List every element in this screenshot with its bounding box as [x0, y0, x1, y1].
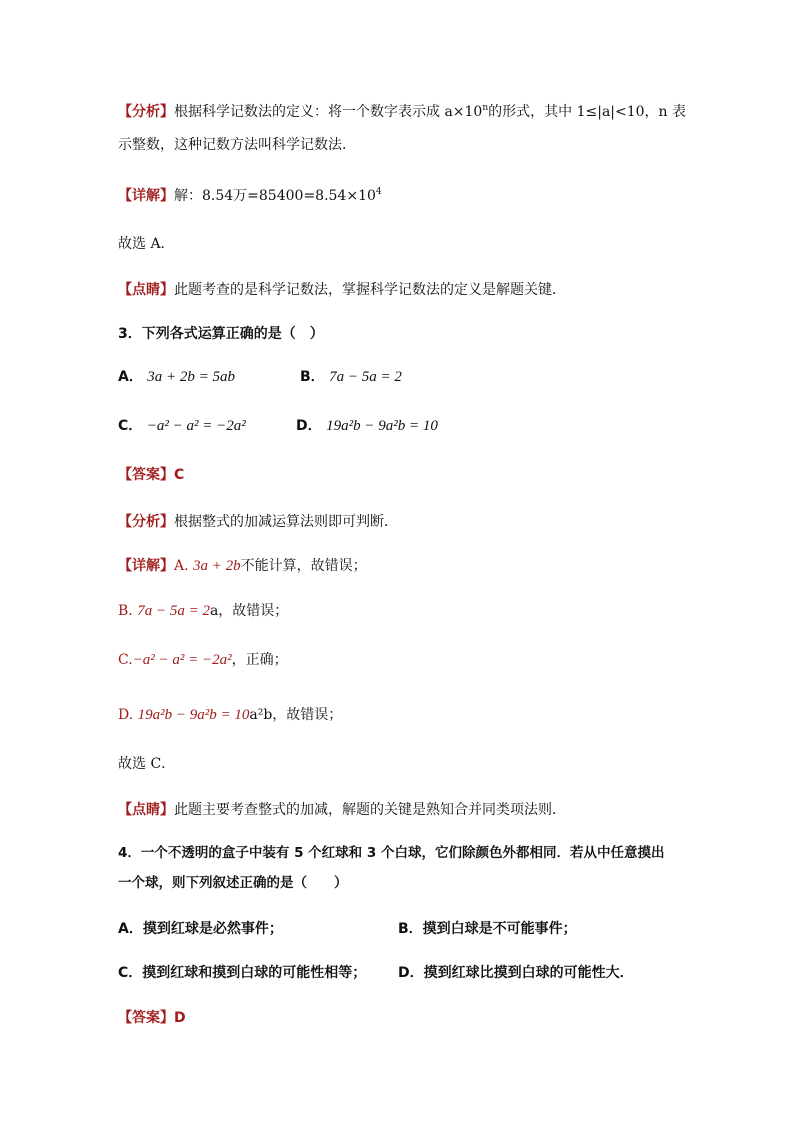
detail-tag: 【详解】 [118, 558, 174, 574]
q3-detail-b-expr: 7a − 5a = 2 [137, 603, 210, 619]
q2-detail-sup: 4 [375, 187, 382, 197]
q3-option-d-label: D． [296, 418, 322, 434]
q4-stem-line2: 一个球，则下列叙述正确的是（ ） [118, 875, 348, 891]
q2-analysis-line1 [118, 102, 686, 122]
q3-option-d-expr: 19a²b − 9a²b = 10 [326, 418, 438, 434]
q3-detail-d [118, 705, 342, 725]
q4-option-c [118, 963, 366, 983]
q3-answer: C [174, 467, 185, 483]
q2-detail-text: 解：8.54万=85400=8.54×10 [174, 188, 376, 204]
q3-option-b-expr: 7a − 5a = 2 [329, 369, 402, 385]
q3-detail-a-tail: 不能计算，故错误； [240, 558, 367, 574]
q3-detail-a-expr: 3a + 2b [193, 558, 241, 574]
q3-conclusion: 故选 C． [118, 756, 176, 772]
q3-option-a [118, 367, 235, 387]
q4-option-a-label: A． [118, 921, 143, 937]
q3-detail-b-tail: a，故错误； [209, 603, 289, 619]
q3-stem: 3．下列各式运算正确的是（ ） [118, 326, 324, 342]
q4-option-a-text: 摸到红球是必然事件； [142, 921, 283, 937]
q3-detail-a-prefix: A. [174, 558, 194, 574]
q3-option-b-label: B． [300, 369, 325, 385]
analysis-tag: 【分析】 [118, 514, 174, 530]
q3-detail-a [118, 556, 367, 576]
q4-option-c-text: 摸到红球和摸到白球的可能性相等； [142, 965, 367, 981]
answer-tag: 【答案】 [118, 467, 174, 483]
q3-detail-c-prefix: C. [118, 652, 133, 668]
q3-option-b [300, 367, 402, 387]
q3-option-d [296, 416, 438, 436]
q3-detail-d-tail: a²b，故错误； [249, 707, 343, 723]
q2-detail-line [118, 186, 382, 206]
q4-option-d [398, 963, 634, 983]
q3-comment-line [118, 800, 566, 820]
q3-detail-b-prefix: B. [118, 603, 138, 619]
q3-option-a-expr: 3a + 2b = 5ab [147, 369, 236, 385]
q2-analysis-sup: n [482, 103, 489, 113]
q4-option-d-text: 摸到红球比摸到白球的可能性大． [423, 965, 634, 981]
q4-option-b [398, 919, 577, 939]
q2-analysis-tail: 的形式，其中 1≤|a|<10，n 表 [488, 104, 687, 120]
q3-detail-d-expr: 19a²b − 9a²b = 10 [137, 707, 250, 723]
q2-comment-text: 此题考查的是科学记数法，掌握科学记数法的定义是解题关键． [174, 282, 566, 298]
q4-option-b-text: 摸到白球是不可能事件； [422, 921, 577, 937]
detail-tag: 【详解】 [118, 188, 174, 204]
q2-conclusion: 故选 A． [118, 236, 175, 252]
q3-detail-c-tail: ，正确； [231, 652, 288, 668]
q4-stem-line1: 4．一个不透明的盒子中装有 5 个红球和 3 个白球，它们除颜色外都相同．若从中任意摸出 [118, 845, 665, 861]
comment-tag: 【点睛】 [118, 802, 174, 818]
q3-detail-c [118, 650, 288, 670]
q3-answer-line [118, 465, 184, 485]
analysis-tag: 【分析】 [118, 104, 174, 120]
comment-tag: 【点睛】 [118, 282, 174, 298]
q4-answer: D [174, 1010, 186, 1026]
q4-answer-line [118, 1008, 186, 1028]
q3-option-c-label: C． [118, 418, 143, 434]
q3-comment-text: 此题主要考查整式的加减，解题的关键是熟知合并同类项法则． [174, 802, 566, 818]
q3-analysis-text: 根据整式的加减运算法则即可判断． [174, 514, 398, 530]
q3-detail-b [118, 601, 288, 621]
q3-analysis-line [118, 512, 398, 532]
q4-option-a [118, 919, 283, 939]
q2-analysis-line2: 示整数，这种记数方法叫科学记数法． [118, 137, 356, 153]
q2-comment-line [118, 280, 566, 300]
q4-option-b-label: B． [398, 921, 423, 937]
q3-option-a-label: A． [118, 369, 143, 385]
q3-detail-d-prefix: D. [118, 707, 138, 723]
q4-option-d-label: D． [398, 965, 424, 981]
q2-analysis-text: 根据科学记数法的定义：将一个数字表示成 a×10 [174, 104, 483, 120]
q3-option-c [118, 416, 246, 436]
q3-detail-c-expr: −a² − a² = −2a² [132, 652, 232, 668]
q4-option-c-label: C． [118, 965, 143, 981]
answer-tag: 【答案】 [118, 1010, 174, 1026]
q3-option-c-expr: −a² − a² = −2a² [146, 418, 246, 434]
